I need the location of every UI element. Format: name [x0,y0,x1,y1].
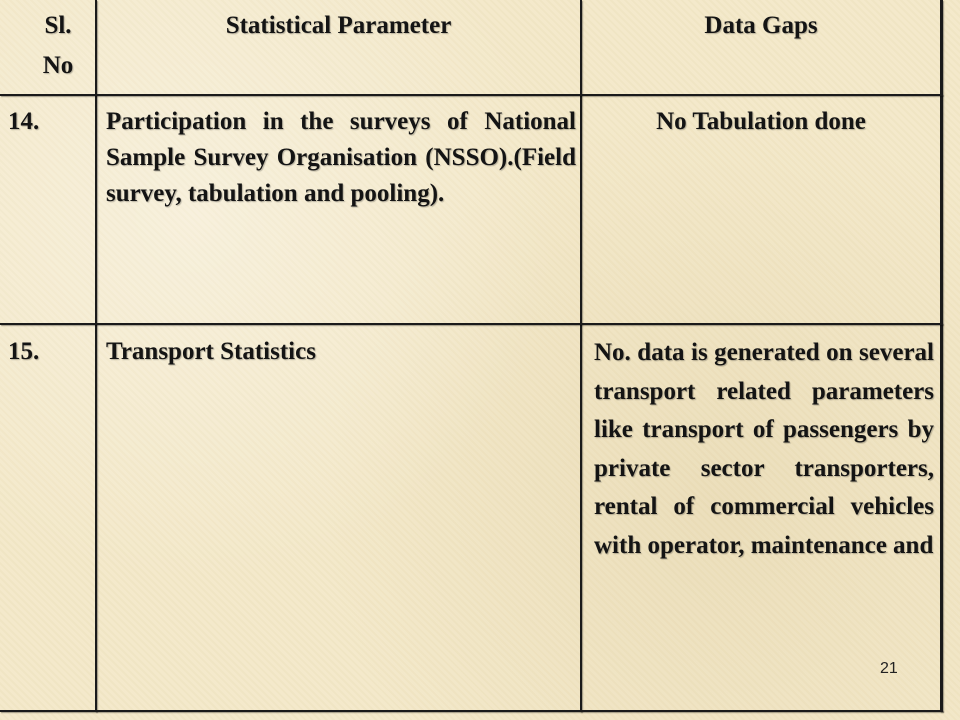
row-14-parameter: Participation in the surveys of National Sample Survey Organisation (NSSO).(Field survey, tabulation and pooling). [106,108,576,207]
row-15-parameter: Transport Statistics [106,338,316,365]
table-vertical-line [95,0,97,712]
header-statistical-parameter: Statistical Parameter [225,12,452,39]
table-horizontal-line [0,710,943,712]
row-15-sl-no: 15. [8,338,40,365]
table-vertical-line [940,0,943,712]
table-horizontal-line [0,94,943,96]
row-15-data-gaps: No. data is generated on several transport related parameters like transport of passengers by private sector transporters, rental of commercial vehicles with operator, maintenance and [594,339,934,559]
header-data-gaps: Data Gaps [704,12,818,39]
row-14-sl-no: 14. [8,108,40,135]
page-number: 21 [880,660,898,677]
row-14-data-gaps: No Tabulation done [656,108,866,135]
table-horizontal-line [0,323,943,325]
header-sl-no: Sl. No [42,12,74,79]
